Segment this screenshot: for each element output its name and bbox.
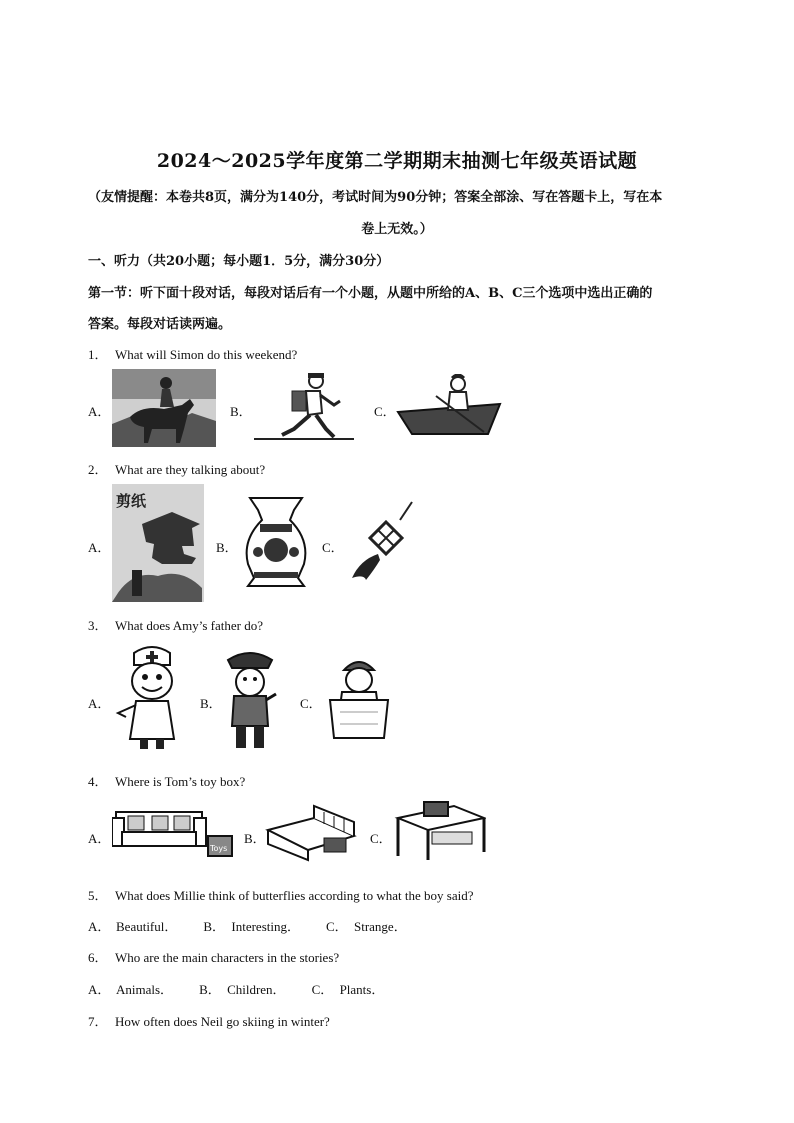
option-c-label[interactable]: C． bbox=[374, 404, 396, 419]
option-c-text[interactable]: Strange． bbox=[353, 919, 407, 934]
horse-riding-image[interactable] bbox=[112, 369, 216, 447]
question-text: What does Amy’s father do? bbox=[115, 618, 264, 633]
option-c-label[interactable]: C． bbox=[325, 919, 348, 934]
question-7 bbox=[88, 1011, 330, 1030]
question-number: 6． bbox=[88, 950, 108, 965]
option-a-text[interactable]: Beautiful． bbox=[116, 919, 178, 934]
exam-note-line2: 卷上无效。） bbox=[361, 222, 433, 237]
option-b-label[interactable]: B． bbox=[200, 696, 222, 711]
question-number: 1． bbox=[88, 347, 108, 362]
paper-cutting-image[interactable] bbox=[112, 484, 204, 602]
option-a-label[interactable]: A． bbox=[88, 540, 111, 555]
option-b-text[interactable]: Interesting． bbox=[231, 919, 300, 934]
option-c-text[interactable]: Plants． bbox=[339, 982, 385, 997]
option-b-label[interactable]: B． bbox=[199, 982, 221, 997]
option-b-text[interactable]: Children． bbox=[227, 982, 286, 997]
engineer-image[interactable] bbox=[326, 652, 392, 746]
section1-heading: 一、听力（共20小题；每小题1．5分，满分30分） bbox=[88, 254, 390, 269]
papercut-label: 剪纸 bbox=[116, 492, 147, 510]
hiking-image[interactable] bbox=[254, 369, 354, 445]
question-2 bbox=[88, 459, 265, 478]
toys-label: Toys bbox=[210, 844, 228, 853]
option-c-label[interactable]: C． bbox=[311, 982, 334, 997]
question-6 bbox=[88, 947, 339, 966]
rowing-boat-image[interactable] bbox=[396, 374, 502, 438]
option-b-label[interactable]: B． bbox=[216, 540, 238, 555]
chinese-knot-image[interactable] bbox=[346, 500, 422, 582]
police-officer-image[interactable] bbox=[222, 646, 278, 750]
exam-title: 2024～2025学年度第二学期期末抽测七年级英语试题 bbox=[156, 150, 638, 172]
exam-note-line1: （友情提醒：本卷共8页，满分为140分，考试时间为90分钟；答案全部涂、写在答题卡上，写在本 bbox=[88, 190, 663, 205]
question-5 bbox=[88, 885, 474, 904]
option-a-text[interactable]: Animals． bbox=[116, 982, 174, 997]
desk-image[interactable] bbox=[394, 796, 486, 862]
option-a-label[interactable]: A． bbox=[88, 404, 111, 419]
doctor-image[interactable] bbox=[112, 643, 194, 753]
part1-instructions-line2: 答案。每段对话读两遍。 bbox=[88, 317, 232, 332]
question-text: Where is Tom’s toy box? bbox=[115, 774, 246, 789]
question-4 bbox=[88, 771, 245, 790]
question-text: How often does Neil go skiing in winter? bbox=[115, 1014, 330, 1029]
option-a-label[interactable]: A． bbox=[88, 919, 111, 934]
question-number: 4． bbox=[88, 774, 108, 789]
question-6-options bbox=[88, 979, 410, 998]
question-text: What are they talking about? bbox=[115, 462, 266, 477]
question-5-options bbox=[88, 916, 433, 935]
option-b-label[interactable]: B． bbox=[230, 404, 252, 419]
question-3 bbox=[88, 615, 263, 634]
option-c-label[interactable]: C． bbox=[370, 831, 392, 846]
option-a-label[interactable]: A． bbox=[88, 982, 111, 997]
question-text: What does Millie think of butterflies according to what the boy said? bbox=[115, 888, 474, 903]
part1-instructions-line1: 第一节：听下面十段对话，每段对话后有一个小题，从题中所给的A、B、C三个选项中选出正确的 bbox=[88, 286, 653, 301]
question-text: Who are the main characters in the stories? bbox=[115, 950, 340, 965]
option-c-label[interactable]: C． bbox=[300, 696, 322, 711]
question-number: 2． bbox=[88, 462, 108, 477]
question-text: What will Simon do this weekend? bbox=[115, 347, 298, 362]
option-a-label[interactable]: A． bbox=[88, 696, 111, 711]
bed-image[interactable] bbox=[264, 800, 358, 862]
question-number: 3． bbox=[88, 618, 108, 633]
porcelain-vase-image[interactable] bbox=[240, 494, 312, 590]
option-c-label[interactable]: C． bbox=[322, 540, 344, 555]
option-b-label[interactable]: B． bbox=[244, 831, 266, 846]
sofa-image[interactable] bbox=[112, 804, 238, 860]
question-1 bbox=[88, 344, 297, 363]
option-b-label[interactable]: B． bbox=[203, 919, 226, 934]
question-number: 7． bbox=[88, 1014, 108, 1029]
option-a-label[interactable]: A． bbox=[88, 831, 111, 846]
question-number: 5． bbox=[88, 888, 108, 903]
